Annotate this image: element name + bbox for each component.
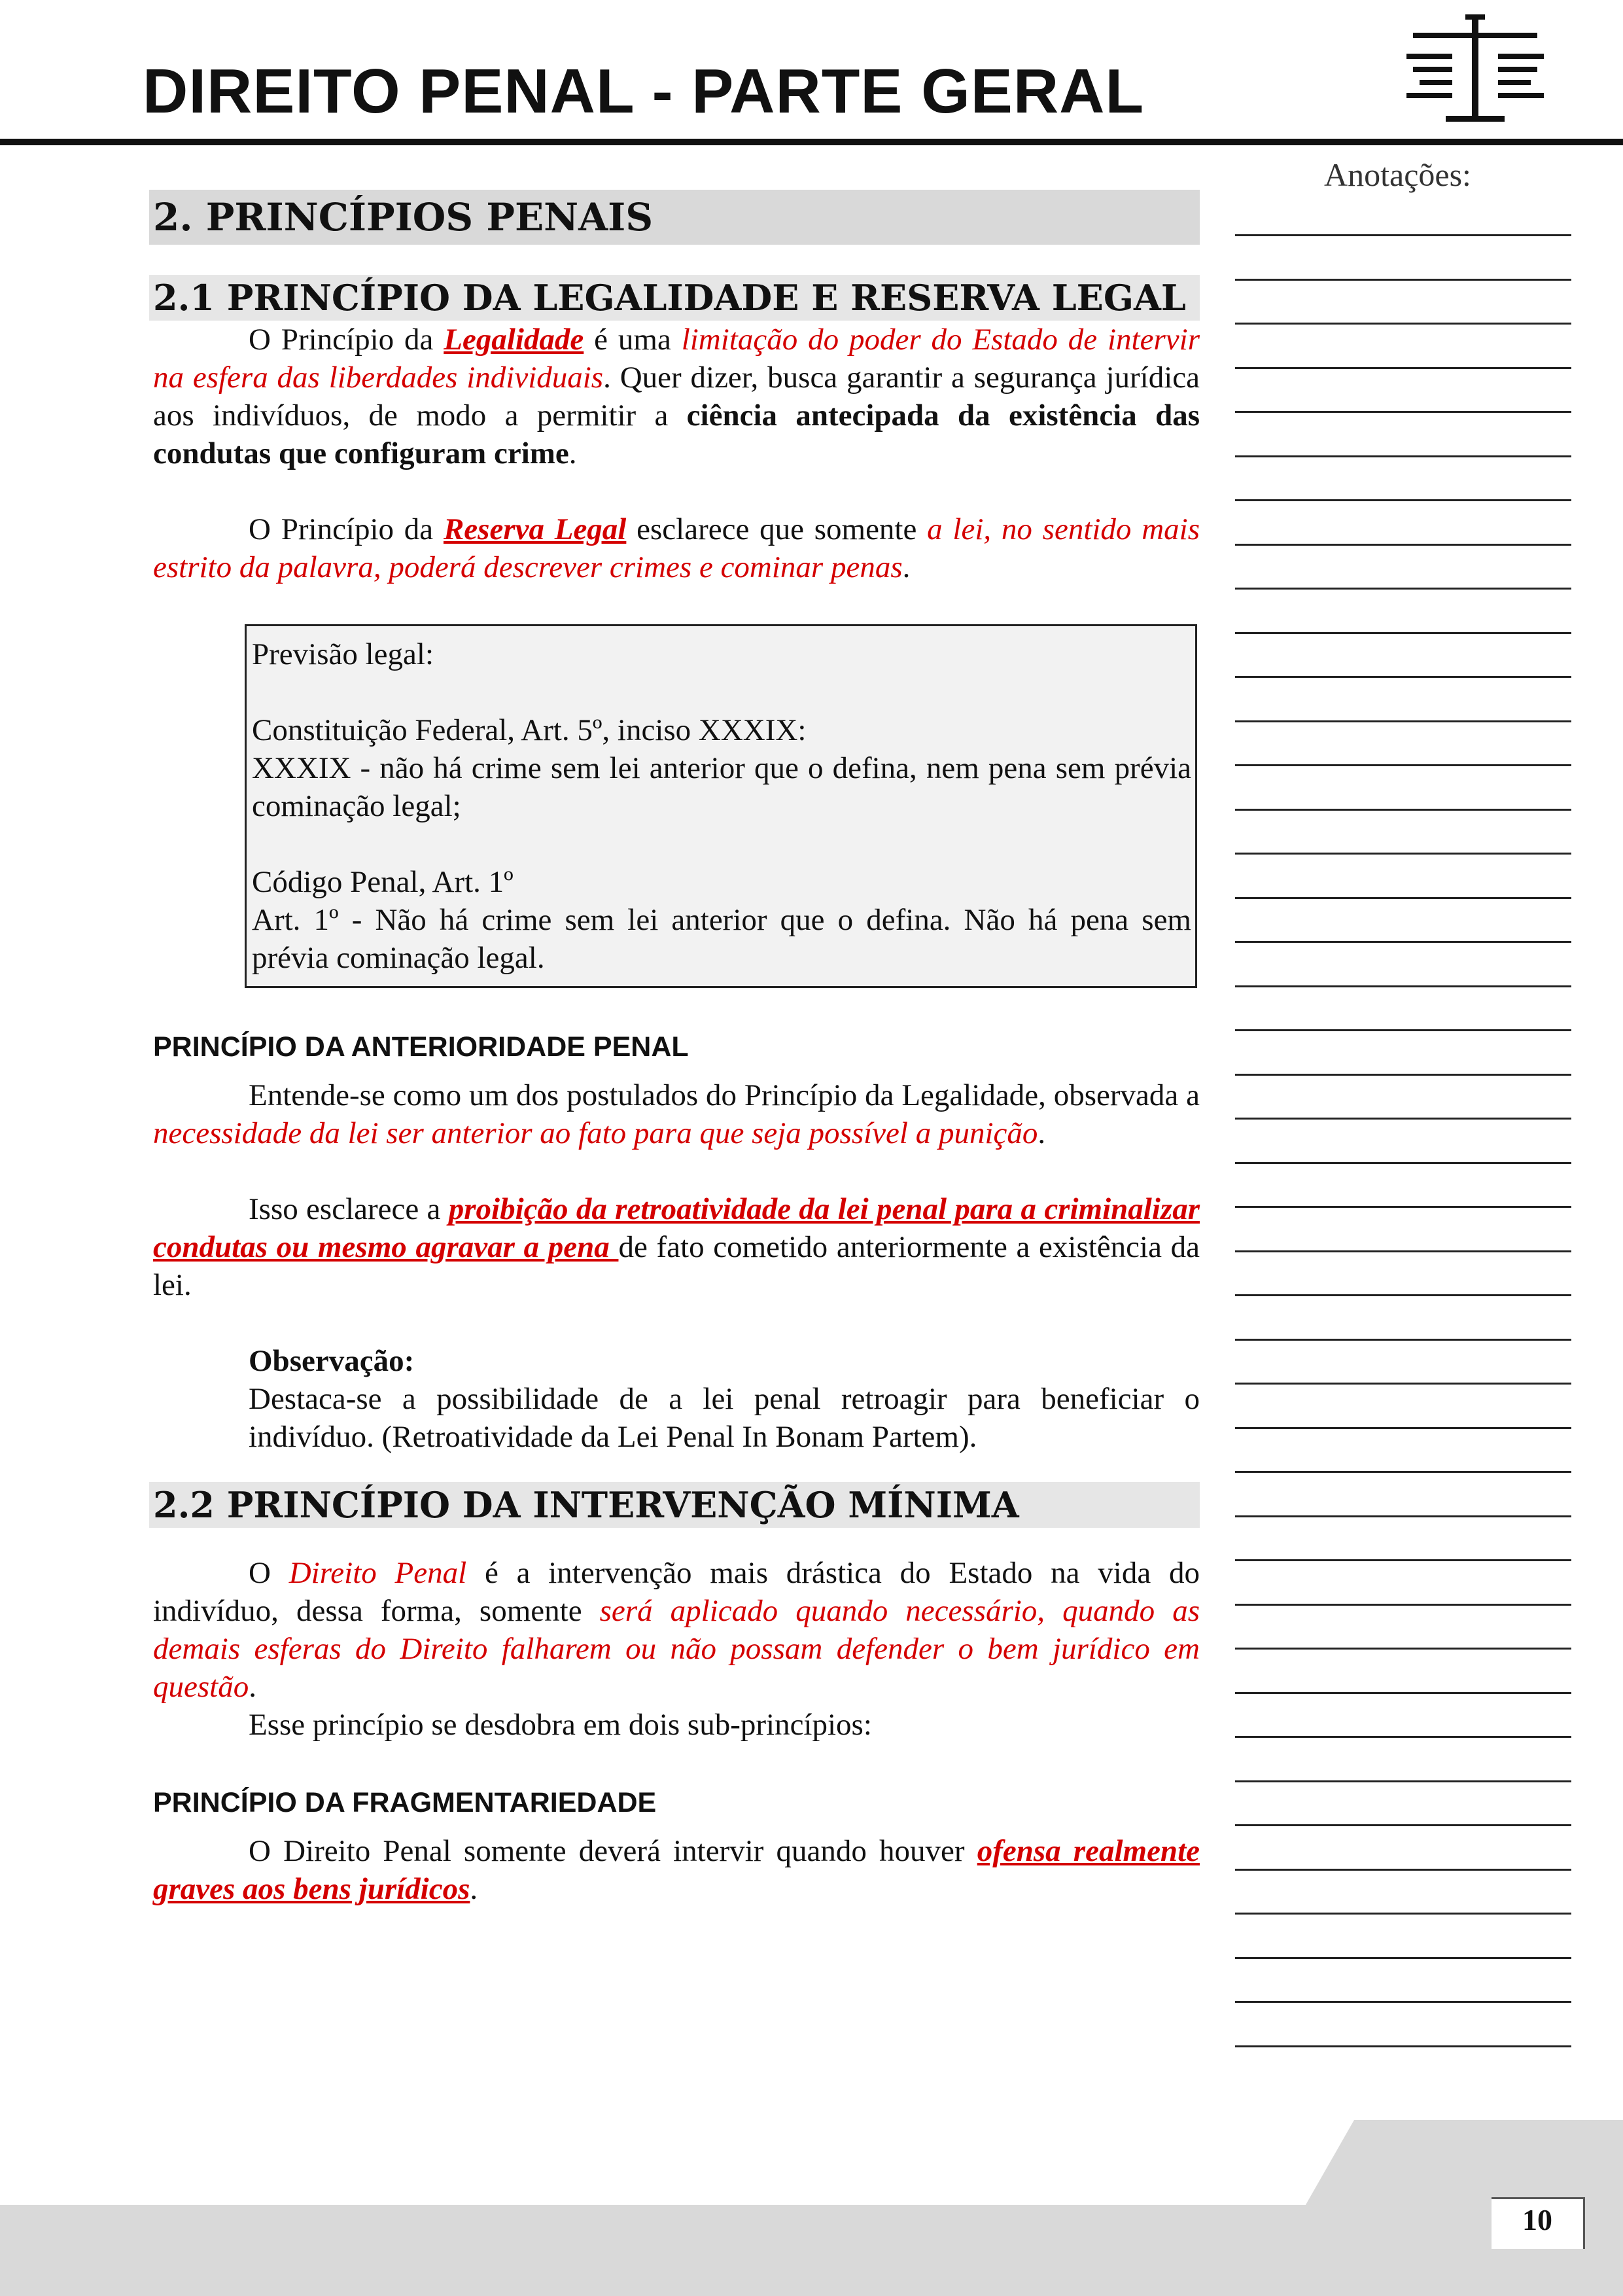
notes-rule-line: [1235, 1824, 1571, 1826]
notes-rule-line: [1235, 1383, 1571, 1385]
highlight-text: necessidade da lei ser anterior ao fato para que seja possível a punição: [153, 1116, 1038, 1150]
notes-rule-line: [1235, 455, 1571, 457]
main-content: [153, 190, 1200, 1908]
notes-rule-line: [1235, 2045, 1571, 2047]
observation-text: Destaca-se a possibilidade de a lei penal retroagir para beneficiar o indivíduo. (Retroatividade da Lei Penal In Bonam Partem).: [249, 1382, 1200, 1454]
highlight-text: será aplicado quando necessário, quando as demais esferas do Direito falharem ou não possam defender o bem jurídico em questão: [153, 1594, 1200, 1704]
observation-title: Observação:: [249, 1344, 415, 1378]
notes-rule-line: [1235, 499, 1571, 501]
term-legalidade: Legalidade: [444, 323, 584, 357]
term-direito-penal: Direito Penal: [288, 1556, 467, 1590]
highlight-text: proibição da retroatividade da lei penal para a criminalizar condutas ou mesmo agravar a pena: [153, 1192, 1200, 1264]
notes-rule-line: [1235, 1029, 1571, 1031]
term-reserva-legal: Reserva Legal: [443, 512, 627, 546]
notes-rule-line: [1235, 1206, 1571, 1208]
page-number: 10: [1522, 2203, 1552, 2236]
notes-rule-line: [1235, 1471, 1571, 1473]
text-run: .: [470, 1872, 478, 1906]
text-run: .: [568, 436, 577, 470]
legal-provision-box: [245, 624, 1197, 988]
paragraph-fragmentariedade: [153, 1832, 1200, 1908]
notes-rule-line: [1235, 1648, 1571, 1650]
text-run: .: [1038, 1116, 1046, 1150]
notes-rule-line: [1235, 234, 1571, 236]
notes-rule-line: [1235, 411, 1571, 413]
section-heading-2: [149, 190, 1200, 245]
observation-block: [249, 1342, 1200, 1456]
notes-rule-line: [1235, 2001, 1571, 2003]
notes-rule-line: [1235, 1604, 1571, 1606]
notes-rule-line: [1235, 1913, 1571, 1915]
notes-rule-line: [1235, 1339, 1571, 1341]
notes-rule-line: [1235, 1162, 1571, 1164]
paragraph-legalidade: [153, 321, 1200, 472]
notes-rule-line: [1235, 809, 1571, 811]
legal-box-cp-ref: Código Penal, Art. 1º: [252, 865, 514, 899]
notes-rule-line: [1235, 367, 1571, 369]
text-run: é uma: [584, 323, 682, 357]
text-run: O Direito Penal somente deverá intervir quando houver: [249, 1834, 977, 1868]
notes-rule-line: [1235, 588, 1571, 590]
notes-rule-line: [1235, 1118, 1571, 1120]
highlight-text: limitação do poder do Estado de intervir na esfera das liberdades individuais: [153, 323, 1200, 395]
text-run: . Quer dizer, busca garantir a segurança jurídica aos indivíduos, de modo a permitir a: [153, 361, 1200, 433]
text-run: é a intervenção mais drástica do Estado na vida do indivíduo, dessa forma, somente: [153, 1556, 1200, 1628]
notes-rule-line: [1235, 1427, 1571, 1429]
notes-rule-line: [1235, 1559, 1571, 1561]
footer-band: [0, 2205, 1623, 2296]
paragraph-sub-principios: Esse princípio se desdobra em dois sub-princípios:: [249, 1708, 872, 1742]
notes-rule-line: [1235, 897, 1571, 899]
legal-box-cf-text: XXXIX - não há crime sem lei anterior que o defina, nem pena sem prévia cominação legal;: [252, 751, 1191, 823]
text-run: .: [249, 1670, 256, 1704]
justice-logo-icon: [1400, 14, 1550, 126]
subheading-fragmentariedade: PRINCÍPIO DA FRAGMENTARIEDADE: [153, 1787, 657, 1818]
text-run: Entende-se como um dos postulados do Princípio da Legalidade, observada a: [249, 1078, 1200, 1112]
paragraph-intervencao-minima: [153, 1554, 1200, 1706]
section-heading-2-1: [149, 275, 1200, 321]
notes-rule-line: [1235, 1780, 1571, 1782]
paragraph-anterioridade: [153, 1076, 1200, 1152]
notes-rule-line: [1235, 1515, 1571, 1517]
notes-rule-line: [1235, 1957, 1571, 1959]
notes-rule-line: [1235, 323, 1571, 325]
notes-rule-line: [1235, 941, 1571, 943]
text-run: O Princípio da: [249, 323, 444, 357]
text-run: esclarece que somente: [626, 512, 928, 546]
notes-rule-line: [1235, 764, 1571, 766]
notes-rule-line: [1235, 1294, 1571, 1296]
highlight-text: a lei, no sentido mais estrito da palavra, poderá descrever crimes e cominar penas: [153, 512, 1200, 584]
notes-rule-line: [1235, 985, 1571, 987]
notes-rule-line: [1235, 1736, 1571, 1738]
legal-box-cp-text: Art. 1º - Não há crime sem lei anterior que o defina. Não há pena sem prévia cominação legal.: [252, 903, 1191, 975]
notes-rule-line: [1235, 544, 1571, 546]
notes-rule-line: [1235, 676, 1571, 678]
text-run: Isso esclarece a: [249, 1192, 449, 1226]
text-run: O: [249, 1556, 289, 1590]
page-title: DIREITO PENAL - PARTE GERAL: [143, 56, 1145, 126]
header-rule: [0, 139, 1623, 145]
paragraph-retroatividade: [153, 1190, 1200, 1304]
notes-rule-line: [1235, 1692, 1571, 1694]
text-run: .: [902, 550, 911, 584]
section-heading-2-2: [149, 1482, 1200, 1528]
legal-box-cf-ref: Constituição Federal, Art. 5º, inciso XXXIX:: [252, 713, 807, 747]
notes-title: Anotações:: [1324, 156, 1471, 193]
text-run: de fato cometido anteriormente a existência da lei.: [153, 1230, 1200, 1302]
section-heading-2-2-text: 2.2 PRINCÍPIO DA INTERVENÇÃO MÍNIMA: [153, 1484, 1019, 1526]
subheading-anterioridade: PRINCÍPIO DA ANTERIORIDADE PENAL: [153, 1031, 689, 1063]
notes-rule-line: [1235, 279, 1571, 281]
notes-rule-line: [1235, 632, 1571, 634]
bold-text: ciência antecipada da existência das condutas que configuram crime: [153, 398, 1200, 470]
section-heading-2-1-text: 2.1 PRINCÍPIO DA LEGALIDADE E RESERVA LEGAL: [153, 277, 1186, 319]
legal-box-title: Previsão legal:: [252, 637, 434, 671]
notes-rule-line: [1235, 1250, 1571, 1252]
notes-rule-line: [1235, 720, 1571, 722]
notes-rule-line: [1235, 1074, 1571, 1076]
paragraph-reserva-legal: [153, 510, 1200, 586]
highlight-text: ofensa realmente graves aos bens jurídicos: [153, 1834, 1200, 1906]
text-run: O Princípio da: [249, 512, 444, 546]
notes-rule-line: [1235, 1869, 1571, 1871]
section-heading-2-text: 2. PRINCÍPIOS PENAIS: [153, 195, 654, 239]
notes-rule-line: [1235, 853, 1571, 855]
